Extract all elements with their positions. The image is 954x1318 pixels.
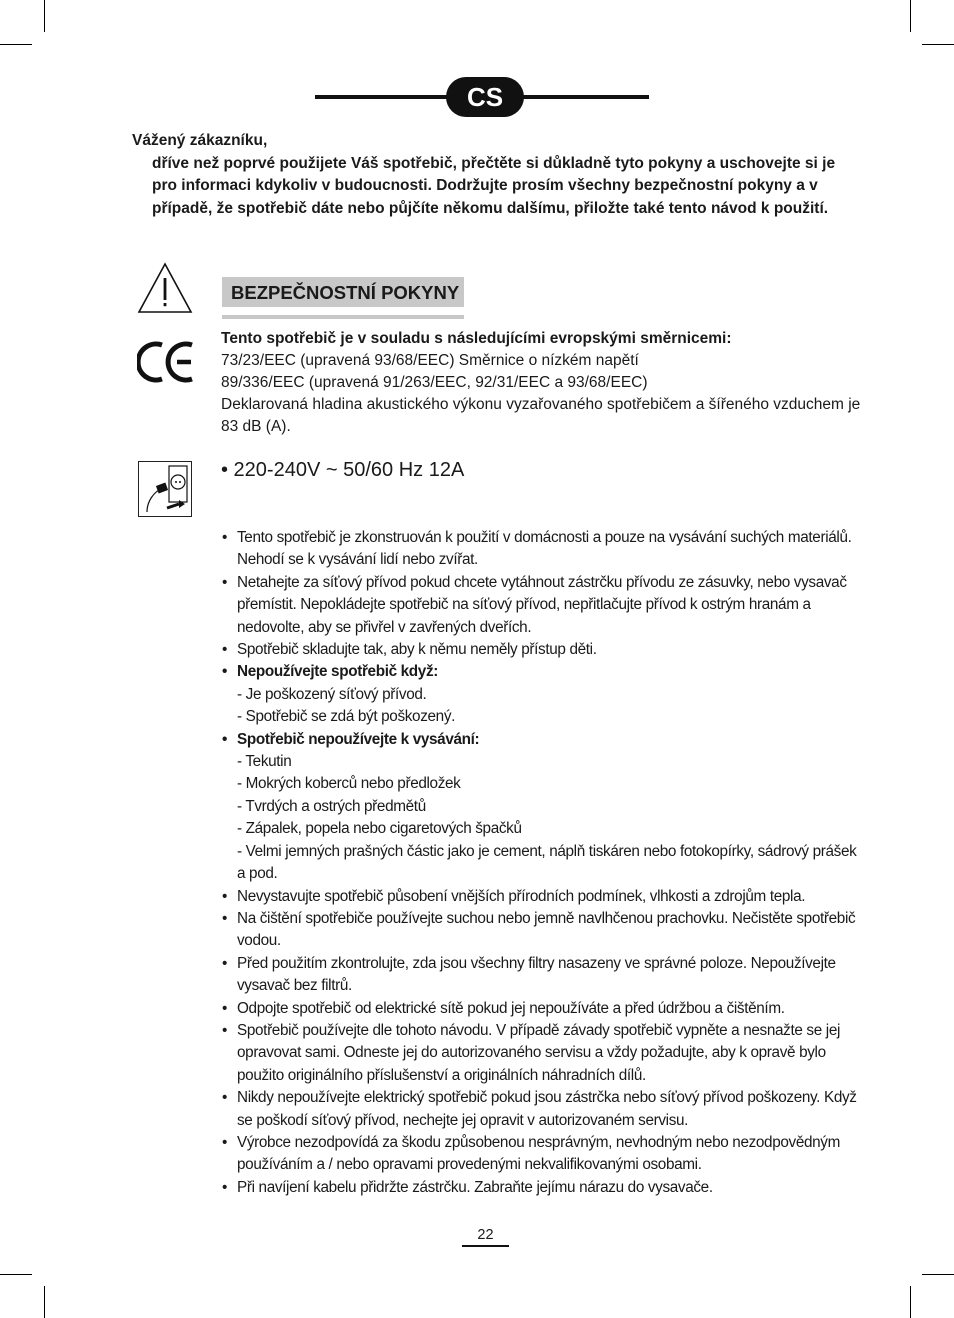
rule-subitem: - Tvrdých a ostrých předmětů (237, 797, 426, 815)
ce-directives (221, 328, 861, 438)
safety-rules-list (221, 527, 866, 1199)
section-heading: BEZPEČNOSTNÍ POKYNY (222, 277, 464, 307)
ce-directive-line: 89/336/EEC (upravená 91/263/EEC, 92/31/EEC a 93/68/EEC) (221, 374, 648, 391)
rule-item: • Spotřebič skladujte tak, aby k němu neměly přístup děti. (221, 639, 866, 661)
rule-item: • Nepoužívejte spotřebič když: (221, 661, 866, 683)
crop-mark (922, 44, 954, 45)
rule-item: • Netahejte za síťový přívod pokud chcete vytáhnout zástrčku přívodu ze zásuvky, nebo vysavač přemístit. Nepokládejte spotřebič na síťový přívod, nepřitlačujte přívod k ostrým hranám a nedovolte, aby se přivřel v zavřených dveřích. (221, 572, 866, 639)
noise-declaration: Deklarovaná hladina akustického výkonu vyzařovaného spotřebičem a šířeného vzduchem je 83 dB (A). (221, 396, 861, 435)
plug-icon (139, 462, 191, 516)
ce-mark-icon (137, 340, 195, 384)
rule-subitem: - Zápalek, popela nebo cigaretových špačků (237, 820, 522, 838)
rule-item: • Nevystavujte spotřebič působení vnějších přírodních podmínek, vlhkosti a zdrojům tepla. (221, 886, 866, 908)
warning-triangle-icon (137, 262, 193, 314)
rule-item: • Spotřebič používejte dle tohoto návodu. V případě závady spotřebič vypněte a nesnažte se jej opravovat sami. Odneste jej do autorizovaného servisu a vždy požadujte, aby k opravě bylo použito originálního příslušenství a originálních náhradních dílů. (221, 1020, 866, 1087)
page-number: 22 (462, 1226, 509, 1247)
rule-item: • Při navíjení kabelu přidržte zástrčku. Zabraňte jejímu nárazu do vysavače. (221, 1177, 866, 1199)
language-badge: CS (446, 77, 524, 117)
voltage-rating: • 220-240V ~ 50/60 Hz 12A (221, 459, 465, 481)
header-rule-right (515, 95, 649, 99)
ce-title: Tento spotřebič je v souladu s následujícími evropskými směrnicemi: (221, 330, 732, 347)
rule-item: • Tento spotřebič je zkonstruován k použití v domácnosti a pouze na vysávání suchých materiálů. Nehodí se k vysávání lidí nebo zvířat. (221, 527, 866, 572)
heading-underline (222, 315, 464, 319)
plug-socket-icon (138, 461, 192, 517)
greeting: Vážený zákazníku, (132, 132, 268, 149)
crop-mark (0, 44, 32, 45)
rule-subitem: - Spotřebič se zdá být poškozený. (237, 708, 456, 726)
rule-subitem: - Velmi jemných prašných částic jako je cement, náplň tiskáren nebo fotokopírky, sádrový prášek a pod. (237, 842, 857, 883)
intro-block (132, 130, 852, 220)
rule-item: • Před použitím zkontrolujte, zda jsou všechny filtry nasazeny ve správné poloze. Nepoužívejte vysavač bez filtrů. (221, 953, 866, 998)
rule-subitem: - Je poškozený síťový přívod. (237, 685, 427, 703)
crop-mark (910, 0, 911, 32)
header-rule-left (315, 95, 455, 99)
rule-subitem: - Tekutin (237, 753, 292, 771)
crop-mark (910, 1286, 911, 1318)
ce-directive-line: 73/23/EEC (upravená 93/68/EEC) Směrnice o nízkém napětí (221, 352, 639, 369)
crop-mark (922, 1274, 954, 1275)
rule-subitem: - Mokrých koberců nebo předložek (237, 775, 461, 793)
intro-paragraph: dříve než poprvé použijete Váš spotřebič, přečtěte si důkladně tyto pokyny a uschovejte si je pro informaci kdykoliv v budoucnosti. Dodržujte prosím všechny bezpečnostní pokyny a v případě, že spotřebič dáte nebo půjčíte někomu dalšímu, přiložte také tento návod k použití. (152, 154, 836, 217)
crop-mark (0, 1274, 32, 1275)
rule-item: • Nikdy nepoužívejte elektrický spotřebič pokud jsou zástrčka nebo síťový přívod poškozeny. Když se poškodí síťový přívod, nechejte jej opravit v autorizovaném servisu. (221, 1087, 866, 1132)
rule-item: • Spotřebič nepoužívejte k vysávání: (221, 729, 866, 751)
crop-mark (44, 0, 45, 32)
rule-item: • Na čištění spotřebiče používejte suchou nebo jemně navlhčenou prachovku. Nečistěte spotřebič vodou. (221, 908, 866, 953)
rule-item: • Výrobce nezodpovídá za škodu způsobenou nesprávným, nevhodným nebo nezodpovědným používáním a / nebo opravami provedenými nekvalifikovanými osobami. (221, 1132, 866, 1177)
crop-mark (44, 1286, 45, 1318)
rule-item: • Odpojte spotřebič od elektrické sítě pokud jej nepoužíváte a před údržbou a čištěním. (221, 998, 866, 1020)
